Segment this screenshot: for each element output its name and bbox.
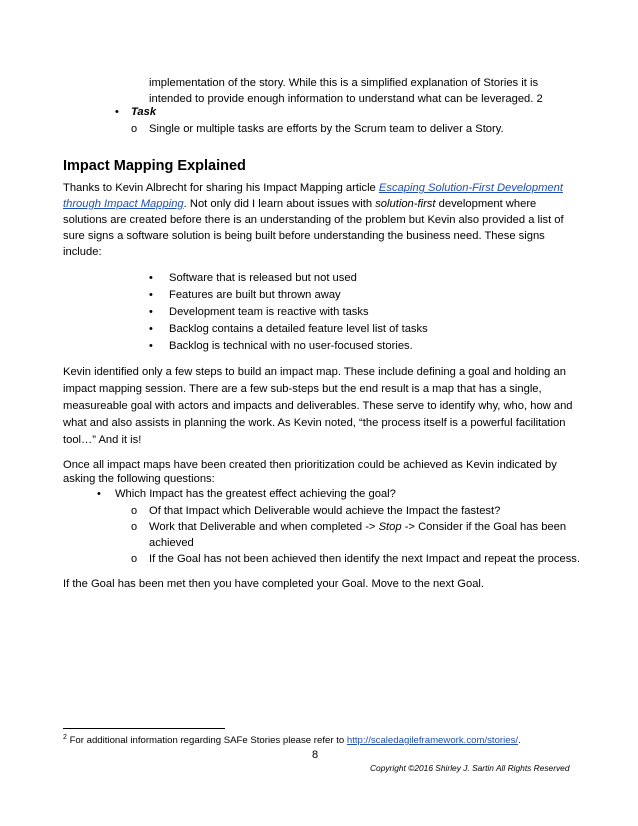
bullet-glyph: • xyxy=(149,323,153,335)
para2-line-4: what and also assists in planning the work. As Kevin noted, “the process itself is a powerful facilitation xyxy=(63,417,566,429)
list-item: Development team is reactive with tasks xyxy=(169,306,369,318)
task-description: Single or multiple tasks are efforts by the Scrum team to deliver a Story. xyxy=(149,123,504,135)
copyright-notice: Copyright ©2016 Shirley J. Sartin All Rights Reserved xyxy=(370,763,570,773)
para2-line-5: tool…” And it is! xyxy=(63,434,142,446)
bullet-glyph: • xyxy=(149,272,153,284)
bullet-glyph: • xyxy=(149,306,153,318)
para3-line-1: Once all impact maps have been created then prioritization could be achieved as Kevin indicated by xyxy=(63,459,557,471)
story-text-line-2: intended to provide enough information to understand what can be leveraged. 2 xyxy=(149,93,543,105)
sub-item-text: Work that Deliverable and when completed -> xyxy=(149,521,379,533)
footnote-end: . xyxy=(518,735,521,747)
list-item: Backlog contains a detailed feature level list of tasks xyxy=(169,323,428,335)
article-link-part-2[interactable]: through Impact Mapping xyxy=(63,198,184,210)
list-item: Software that is released but not used xyxy=(169,272,357,284)
para3-line-2: asking the following questions: xyxy=(63,473,215,485)
para1-line-5: include: xyxy=(63,246,102,258)
list-item: Features are built but thrown away xyxy=(169,289,341,301)
sub-item xyxy=(149,519,566,535)
question-item: Which Impact has the greatest effect achieving the goal? xyxy=(115,488,396,500)
footnote xyxy=(63,734,521,746)
para2-line-2: impact mapping session. There are a few sub-steps but the end result is a map that has a single, xyxy=(63,383,542,395)
sub-item: If the Goal has not been achieved then identify the next Impact and repeat the process. xyxy=(149,553,580,565)
bullet-glyph: • xyxy=(115,106,119,118)
para1-text: . Not only did I learn about issues with xyxy=(183,198,376,210)
para1-line-3: solutions are created before there is an understanding of the problem but Kevin also provided a list of xyxy=(63,214,564,226)
emphasis-text: solution-first xyxy=(375,198,436,210)
para2-line-3: measureable goal with actors and impacts and deliverables. These serve to identify why, who, how and xyxy=(63,400,573,412)
story-text-line-1: implementation of the story. While this is a simplified explanation of Stories it is xyxy=(149,77,539,89)
task-label: Task xyxy=(131,106,157,118)
para1-line-4: sure signs a software solution is being built before understanding the business need. These signs xyxy=(63,230,545,242)
para2-line-1: Kevin identified only a few steps to build an impact map. These include defining a goal and holding an xyxy=(63,366,566,378)
footnote-text: For additional information regarding SAFe Stories please refer to xyxy=(66,735,347,747)
sub-bullet-glyph: o xyxy=(131,521,138,533)
footnote-link[interactable]: http://scaledagileframework.com/stories/ xyxy=(346,735,519,747)
article-link-part-1[interactable]: Escaping Solution-First Development xyxy=(378,182,563,194)
closing-paragraph: If the Goal has been met then you have completed your Goal. Move to the next Goal. xyxy=(63,578,485,590)
emphasis-text: Stop xyxy=(378,521,402,533)
bullet-glyph: • xyxy=(149,340,153,352)
para1-line-2 xyxy=(63,196,536,212)
sub-item-continuation: achieved xyxy=(149,537,194,549)
sub-item: Of that Impact which Deliverable would achieve the Impact the fastest? xyxy=(149,505,501,517)
bullet-glyph: • xyxy=(97,488,101,500)
footnote-separator xyxy=(63,728,225,729)
page-number: 8 xyxy=(312,749,319,761)
list-item: Backlog is technical with no user-focused stories. xyxy=(169,340,413,352)
sub-bullet-glyph: o xyxy=(131,553,138,565)
section-heading: Impact Mapping Explained xyxy=(63,158,246,174)
sub-item-text: -> Consider if the Goal has been xyxy=(401,521,567,533)
para1-line-1 xyxy=(63,180,563,196)
sub-bullet-glyph: o xyxy=(131,123,138,135)
bullet-glyph: • xyxy=(149,289,153,301)
para1-text: development where xyxy=(435,198,537,210)
sub-bullet-glyph: o xyxy=(131,505,138,517)
footnote-number: 2 xyxy=(63,734,67,741)
para1-text: Thanks to Kevin Albrecht for sharing his Impact Mapping article xyxy=(63,182,379,194)
